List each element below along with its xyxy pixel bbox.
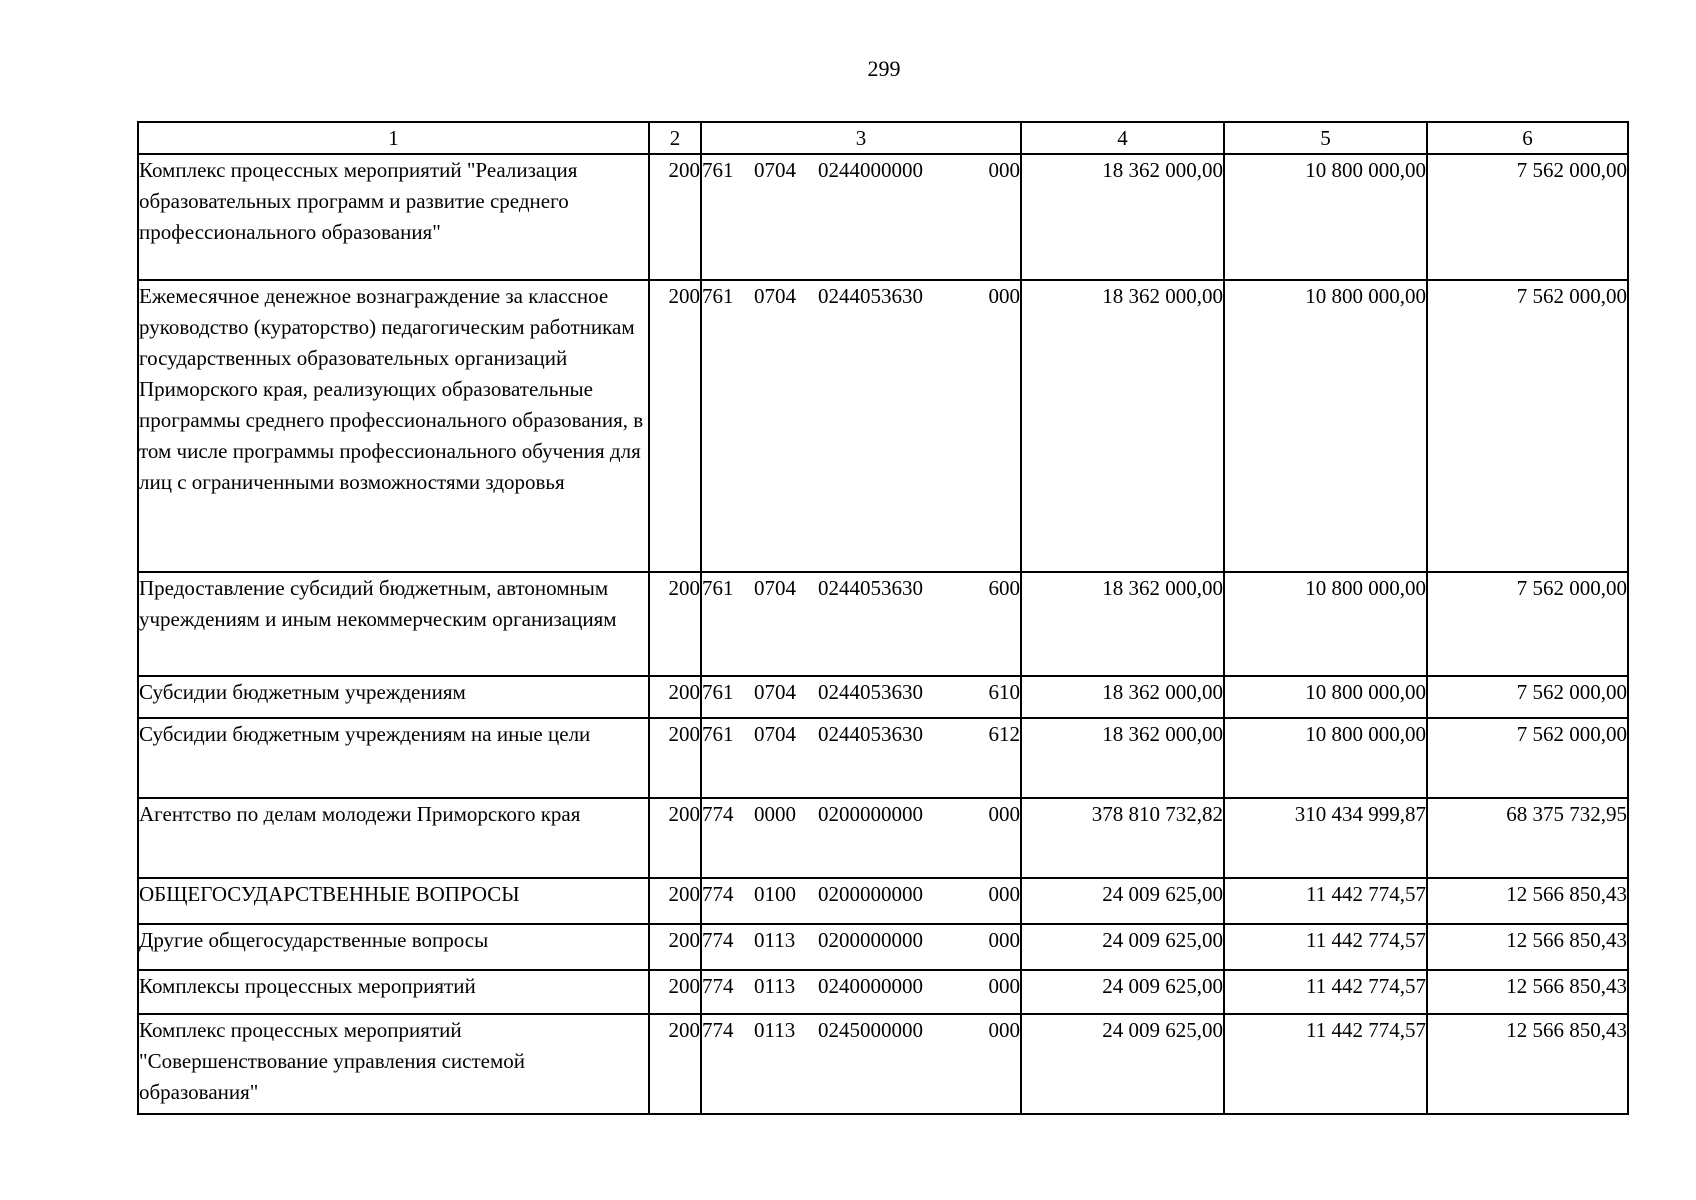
- code-target: 0200000000: [818, 802, 923, 826]
- table-row: [138, 718, 1628, 798]
- code-expense-type: 000: [988, 928, 1020, 952]
- row-value-col5: 10 800 000,00: [1224, 572, 1427, 676]
- table-row: [138, 1014, 1628, 1114]
- row-code-col2: 200: [649, 1014, 701, 1114]
- row-value-col5: 10 800 000,00: [1224, 154, 1427, 280]
- code-expense-type: 000: [988, 1018, 1020, 1042]
- row-codes: [701, 1014, 1021, 1114]
- row-codes: [701, 970, 1021, 1014]
- code-section: 0100: [754, 882, 796, 906]
- row-codes: [701, 154, 1021, 280]
- column-header-3: 3: [701, 122, 1021, 154]
- row-name: ОБЩЕГОСУДАРСТВЕННЫЕ ВОПРОСЫ: [138, 878, 649, 924]
- row-value-col4: 24 009 625,00: [1021, 924, 1224, 970]
- code-expense-type: 000: [988, 158, 1020, 182]
- row-code-col2: 200: [649, 154, 701, 280]
- row-code-col2: 200: [649, 718, 701, 798]
- column-header-6: 6: [1427, 122, 1628, 154]
- row-value-col5: 10 800 000,00: [1224, 718, 1427, 798]
- row-value-col4: 18 362 000,00: [1021, 676, 1224, 718]
- code-target: 0244053630: [818, 284, 923, 308]
- table-row: [138, 878, 1628, 924]
- budget-table: [137, 121, 1629, 1115]
- row-name: Комплексы процессных мероприятий: [138, 970, 649, 1014]
- row-value-col6: 7 562 000,00: [1427, 280, 1628, 572]
- row-codes: [701, 280, 1021, 572]
- code-section: 0113: [754, 974, 796, 998]
- row-value-col5: 10 800 000,00: [1224, 280, 1427, 572]
- row-value-col5: 11 442 774,57: [1224, 970, 1427, 1014]
- column-header-5: 5: [1224, 122, 1427, 154]
- code-expense-type: 000: [988, 284, 1020, 308]
- row-code-col2: 200: [649, 280, 701, 572]
- row-value-col6: 7 562 000,00: [1427, 572, 1628, 676]
- code-section: 0704: [754, 680, 796, 704]
- code-target: 0245000000: [818, 1018, 923, 1042]
- row-name: Субсидии бюджетным учреждениям на иные цели: [138, 718, 649, 798]
- row-codes: [701, 676, 1021, 718]
- row-name: Комплекс процессных мероприятий "Совершенствование управления системой образования": [138, 1014, 649, 1114]
- table-row: [138, 970, 1628, 1014]
- row-value-col6: 68 375 732,95: [1427, 798, 1628, 878]
- code-expense-type: 600: [988, 576, 1020, 600]
- column-header-1: 1: [138, 122, 649, 154]
- code-ministry: 761: [702, 722, 734, 746]
- code-ministry: 761: [702, 284, 734, 308]
- row-codes: [701, 718, 1021, 798]
- code-ministry: 774: [702, 928, 734, 952]
- code-ministry: 774: [702, 974, 734, 998]
- row-value-col4: 18 362 000,00: [1021, 572, 1224, 676]
- code-ministry: 761: [702, 576, 734, 600]
- code-target: 0244053630: [818, 576, 923, 600]
- code-ministry: 774: [702, 802, 734, 826]
- code-section: 0704: [754, 284, 796, 308]
- row-value-col6: 12 566 850,43: [1427, 924, 1628, 970]
- code-section: 0704: [754, 722, 796, 746]
- code-ministry: 774: [702, 1018, 734, 1042]
- table-row: [138, 154, 1628, 280]
- row-name: Агентство по делам молодежи Приморского края: [138, 798, 649, 878]
- row-name: Предоставление субсидий бюджетным, автономным учреждениям и иным некоммерческим организациям: [138, 572, 649, 676]
- row-code-col2: 200: [649, 572, 701, 676]
- row-value-col5: 11 442 774,57: [1224, 924, 1427, 970]
- row-value-col5: 310 434 999,87: [1224, 798, 1427, 878]
- table-row: [138, 280, 1628, 572]
- row-value-col6: 12 566 850,43: [1427, 970, 1628, 1014]
- row-codes: [701, 798, 1021, 878]
- code-section: 0704: [754, 576, 796, 600]
- row-code-col2: 200: [649, 924, 701, 970]
- code-expense-type: 000: [988, 974, 1020, 998]
- row-codes: [701, 572, 1021, 676]
- code-target: 0200000000: [818, 882, 923, 906]
- table-row: [138, 572, 1628, 676]
- code-section: 0704: [754, 158, 796, 182]
- code-expense-type: 610: [988, 680, 1020, 704]
- code-ministry: 761: [702, 680, 734, 704]
- row-value-col4: 18 362 000,00: [1021, 154, 1224, 280]
- code-section: 0113: [754, 928, 796, 952]
- code-expense-type: 000: [988, 882, 1020, 906]
- code-target: 0200000000: [818, 928, 923, 952]
- code-target: 0244053630: [818, 680, 923, 704]
- code-section: 0113: [754, 1018, 796, 1042]
- column-header-2: 2: [649, 122, 701, 154]
- column-header-4: 4: [1021, 122, 1224, 154]
- row-value-col5: 11 442 774,57: [1224, 1014, 1427, 1114]
- row-value-col4: 378 810 732,82: [1021, 798, 1224, 878]
- row-codes: [701, 878, 1021, 924]
- row-value-col4: 24 009 625,00: [1021, 1014, 1224, 1114]
- code-expense-type: 000: [988, 802, 1020, 826]
- code-target: 0240000000: [818, 974, 923, 998]
- row-value-col4: 18 362 000,00: [1021, 280, 1224, 572]
- row-value-col5: 10 800 000,00: [1224, 676, 1427, 718]
- code-section: 0000: [754, 802, 796, 826]
- row-value-col5: 11 442 774,57: [1224, 878, 1427, 924]
- code-ministry: 761: [702, 158, 734, 182]
- row-value-col4: 18 362 000,00: [1021, 718, 1224, 798]
- table-row: [138, 798, 1628, 878]
- row-value-col6: 7 562 000,00: [1427, 718, 1628, 798]
- row-value-col6: 12 566 850,43: [1427, 878, 1628, 924]
- row-code-col2: 200: [649, 676, 701, 718]
- row-value-col4: 24 009 625,00: [1021, 878, 1224, 924]
- row-value-col4: 24 009 625,00: [1021, 970, 1224, 1014]
- row-value-col6: 12 566 850,43: [1427, 1014, 1628, 1114]
- code-ministry: 774: [702, 882, 734, 906]
- row-code-col2: 200: [649, 970, 701, 1014]
- row-name: Ежемесячное денежное вознаграждение за классное руководство (кураторство) педагогическим работникам государственных образовательных организаций Приморского края, реализующих образовательные программы среднего профессионального образования, в том числе программы профессионального обучения для лиц с ограниченными возможностями здоровья: [138, 280, 649, 572]
- code-target: 0244000000: [818, 158, 923, 182]
- row-codes: [701, 924, 1021, 970]
- header-row: [138, 122, 1628, 154]
- code-target: 0244053630: [818, 722, 923, 746]
- row-name: Другие общегосударственные вопросы: [138, 924, 649, 970]
- table-row: [138, 924, 1628, 970]
- code-expense-type: 612: [988, 722, 1020, 746]
- row-value-col6: 7 562 000,00: [1427, 154, 1628, 280]
- row-value-col6: 7 562 000,00: [1427, 676, 1628, 718]
- row-code-col2: 200: [649, 798, 701, 878]
- row-name: Субсидии бюджетным учреждениям: [138, 676, 649, 718]
- row-name: Комплекс процессных мероприятий "Реализация образовательных программ и развитие среднего профессионального образования": [138, 154, 649, 280]
- row-code-col2: 200: [649, 878, 701, 924]
- page-number: 299: [867, 56, 901, 81]
- table-row: [138, 676, 1628, 718]
